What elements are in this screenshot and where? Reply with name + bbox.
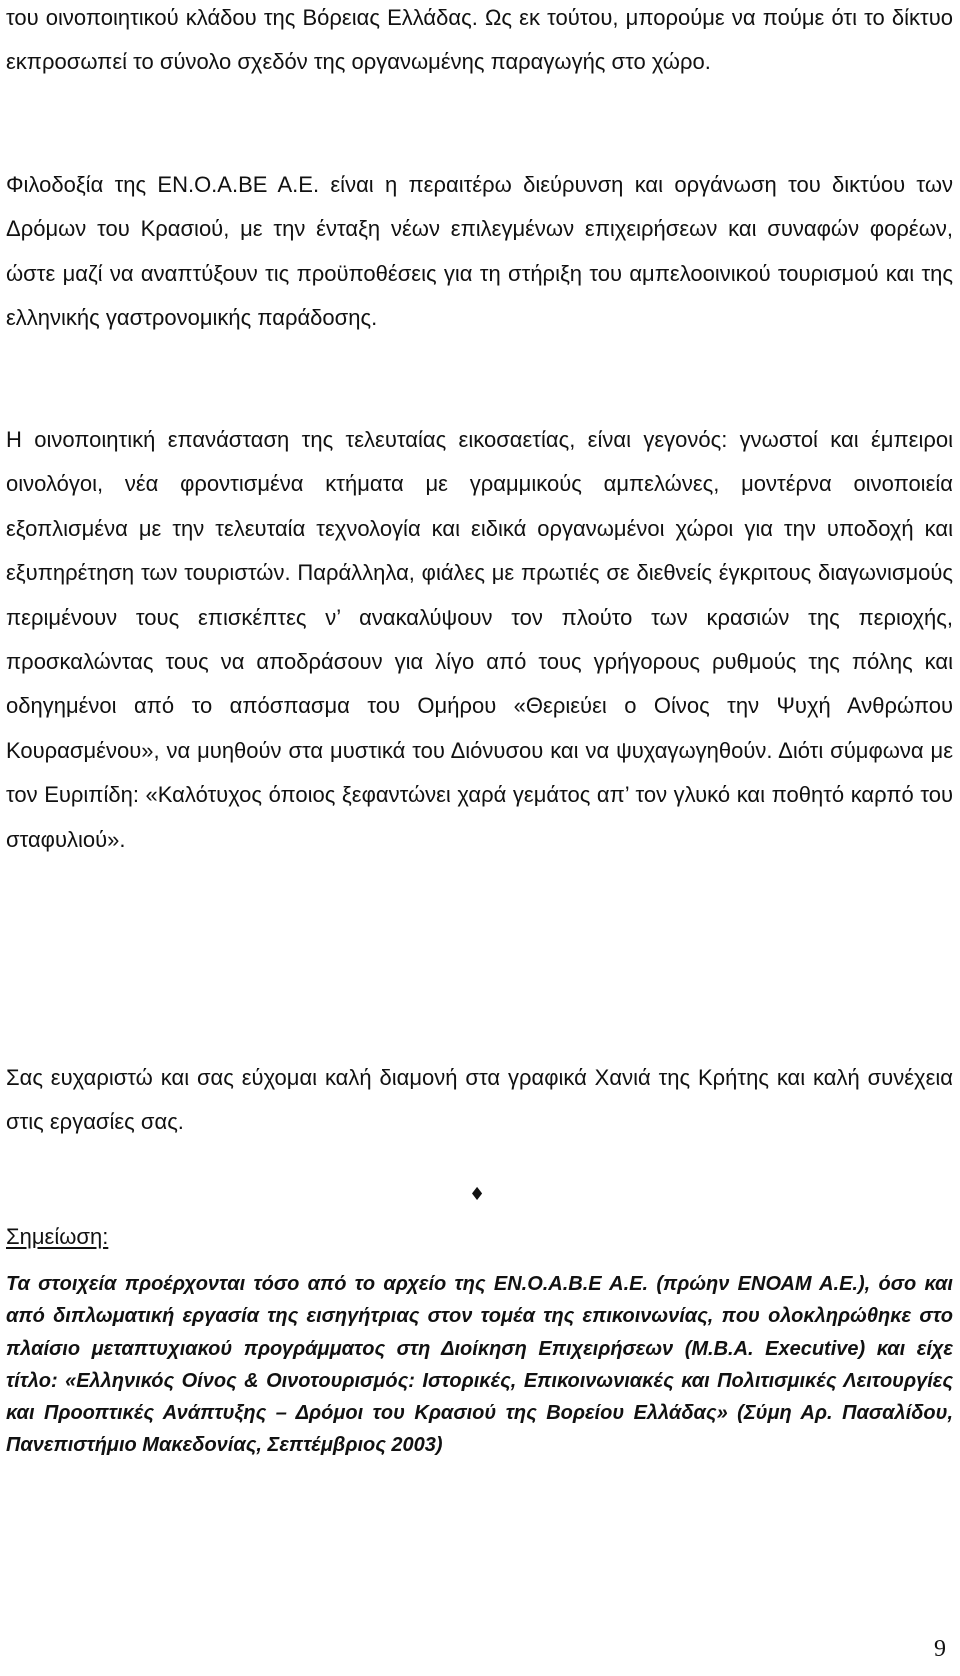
- note-label: Σημείωση:: [6, 1224, 109, 1249]
- paragraph-ambition: Φιλοδοξία της ΕΝ.Ο.Α.ΒΕ Α.Ε. είναι η περαιτέρω διεύρυνση και οργάνωση του δικτύου των Δρόμων του Κρασιού, με την ένταξη νέων επιλεγμένων επιχειρήσεων και συναφών φορέων, ώστε μαζί να αναπτύξουν τις προϋποθέσεις για τη στήριξη του αμπελοοινικού τουρισμού και της ελληνικής γαστρονομικής παράδοσης.: [6, 172, 953, 331]
- paragraph-intro: του οινοποιητικού κλάδου της Βόρειας Ελλάδας. Ως εκ τούτου, μπορούμε να πούμε ότι το δίκτυο εκπροσωπεί το σύνολο σχεδόν της οργανωμένης παραγωγής στο χώρο.: [6, 5, 953, 75]
- diamond-separator-icon: ♦: [469, 1184, 486, 1205]
- note-text: Τα στοιχεία προέρχονται τόσο από το αρχείο της ΕΝ.Ο.Α.Β.Ε Α.Ε. (πρώην ΕΝΟΑΜ Α.Ε.), όσο και από διπλωματική εργασία της εισηγήτριας στον τομέα της επικοινωνίας, που ολοκληρώθηκε στο πλαίσιο μεταπτυχιακού προγράμματος στη Διοίκηση Επιχειρήσεων (Μ.Β.Α. Executive) και είχε τίτλο: «Ελληνικός Οίνος & Οινοτουρισμός: Ιστορικές, Επικοινωνιακές και Πολιτισμικές Λειτουργίες και Προοπτικές Ανάπτυξης – Δρόμοι του Κρασιού της Βορείου Ελλάδας» (Σύμη Αρ. Πασαλίδου, Πανεπιστήμιο Μακεδονίας, Σεπτέμβριος 2003): [6, 1273, 953, 1457]
- paragraph-thanks: Σας ευχαριστώ και σας εύχομαι καλή διαμονή στα γραφικά Χανιά της Κρήτης και καλή συνέχεια στις εργασίες σας.: [6, 1065, 953, 1135]
- paragraph-revolution: Η οινοποιητική επανάσταση της τελευταίας εικοσαετίας, είναι γεγονός: γνωστοί και έμπειροι οινολόγοι, νέα φροντισμένα κτήματα με γραμμικούς αμπελώνες, μοντέρνα οινοποιεία εξοπλισμένα με την τελευταία τεχνολογία και ειδικά οργανωμένοι χώροι για την υποδοχή και εξυπηρέτηση των τουριστών. Παράλληλα, φιάλες με πρωτιές σε διεθνείς έγκριτους διαγωνισμούς περιμένουν τους επισκέπτες ν’ ανακαλύψουν τον πλούτο των κρασιών της περιοχής, προσκαλώντας τους να αποδράσουν για λίγο από τους γρήγορους ρυθμούς της πόλης και οδηγημένοι από το απόσπασμα του Ομήρου «Θεριεύει ο Οίνος την Ψυχή Ανθρώπου Κουρασμένου», να μυηθούν στα μυστικά του Διόνυσου και να ψυχαγωγηθούν. Διότι σύμφωνα με τον Ευριπίδη: «Καλότυχος όποιος ξεφαντώνει χαρά γεμάτος απ’ τον γλυκό και ποθητό καρπό του σταφυλιού».: [6, 427, 953, 852]
- page-number: 9: [934, 1636, 946, 1662]
